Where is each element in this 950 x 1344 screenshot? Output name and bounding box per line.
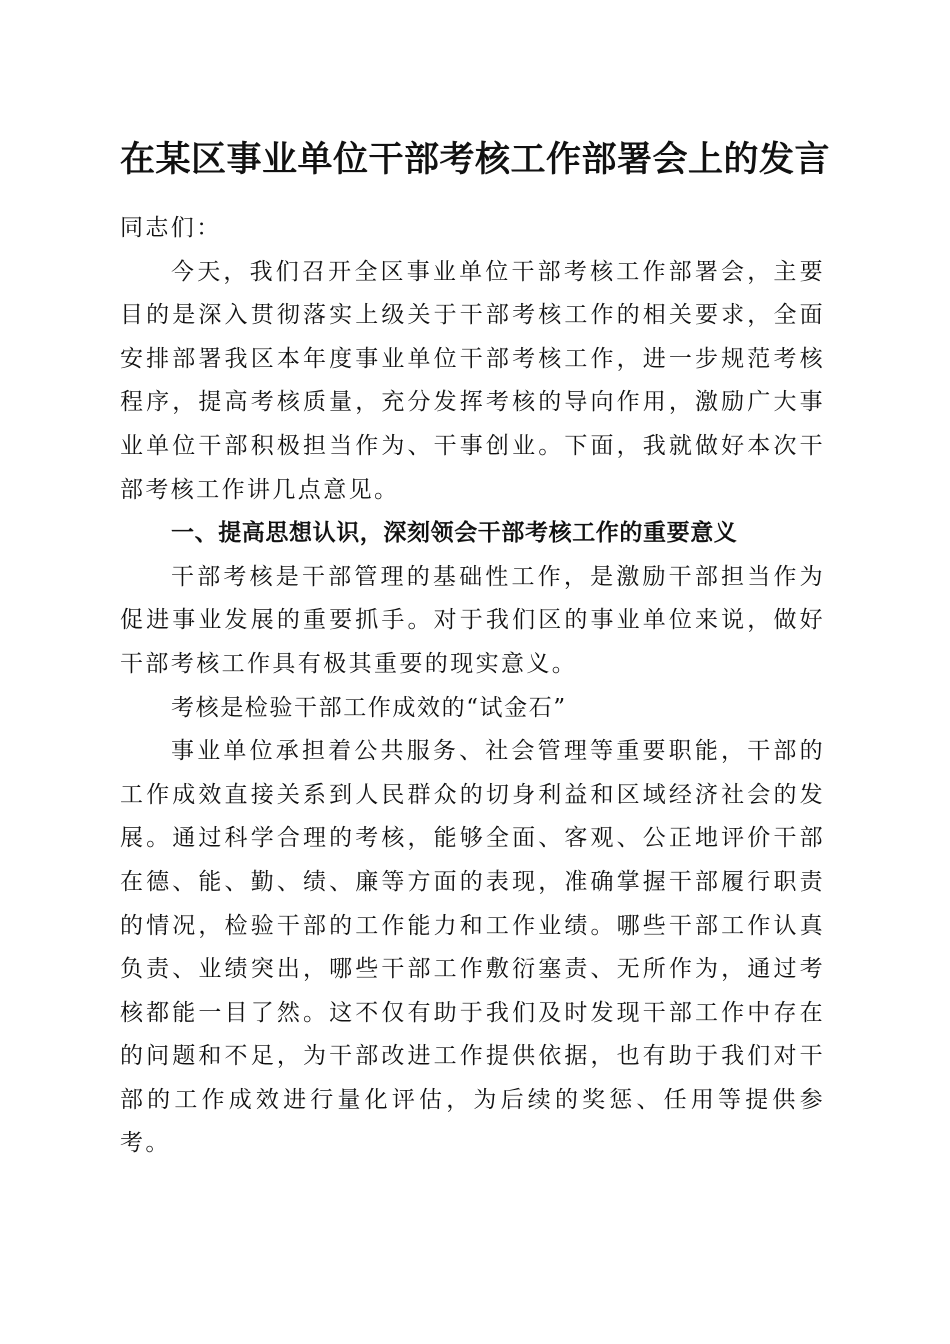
subheading-1: 考核是检验干部工作成效的“试金石” bbox=[171, 694, 567, 721]
salutation: 同志们： bbox=[120, 215, 222, 241]
document-body bbox=[120, 207, 825, 1166]
paragraph-section-1: 干部考核是干部管理的基础性工作，是激励干部担当作为促进事业发展的重要抓手。对于我们区的事业单位来说，做好干部考核工作具有极其重要的现实意义。 bbox=[120, 563, 825, 677]
section-heading-1: 一、提高思想认识，深刻领会干部考核工作的重要意义 bbox=[171, 520, 738, 547]
paragraph-intro: 今天，我们召开全区事业单位干部考核工作部署会，主要目的是深入贯彻落实上级关于干部考核工作的相关要求，全面安排部署我区本年度事业单位干部考核工作，进一步规范考核程序，提高考核质量，充分发挥考核的导向作用，激励广大事业单位干部积极担当作为、干事创业。下面，我就做好本次干部考核工作讲几点意见。 bbox=[120, 258, 825, 503]
paragraph-subsection-1: 事业单位承担着公共服务、社会管理等重要职能，干部的工作成效直接关系到人民群众的切身利益和区域经济社会的发展。通过科学合理的考核，能够全面、客观、公正地评价干部在德、能、勤、绩、廉等方面的表现，准确掌握干部履行职责的情况，检验干部的工作能力和工作业绩。哪些干部工作认真负责、业绩突出，哪些干部工作敷衍塞责、无所作为，通过考核都能一目了然。这不仅有助于我们及时发现干部工作中存在的问题和不足，为干部改进工作提供依据，也有助于我们对干部的工作成效进行量化评估，为后续的奖惩、任用等提供参考。 bbox=[120, 738, 825, 1157]
page-title: 在某区事业单位干部考核工作部署会上的发言 bbox=[119, 139, 830, 180]
